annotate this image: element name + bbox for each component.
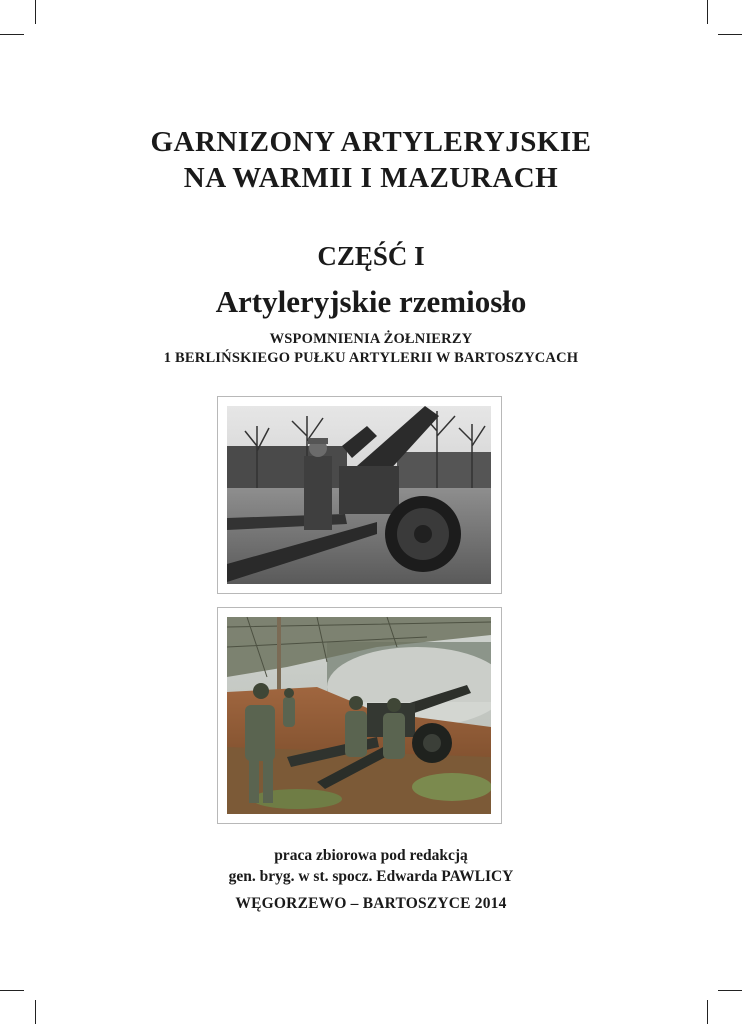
main-title-line-1: GARNIZONY ARTYLERYJSKIE — [150, 126, 592, 158]
place-and-year: WĘGORZEWO – BARTOSZYCE 2014 — [235, 895, 507, 912]
subtitle: Artyleryjskie rzemiosło — [215, 284, 527, 319]
memoirs-line-2: 1 BERLIŃSKIEGO PUŁKU ARTYLERII W BARTOSZYCACH — [163, 350, 579, 366]
crop-mark-bottom-right-vertical — [707, 1000, 708, 1024]
memoirs-line-1: WSPOMNIENIA ŻOŁNIERZY — [269, 331, 473, 347]
crop-mark-top-right-horizontal — [718, 34, 742, 35]
part-label: CZĘŚĆ I — [317, 241, 425, 271]
memoirs-heading — [0, 330, 742, 368]
main-title — [0, 124, 742, 196]
crop-mark-top-left-horizontal — [0, 34, 24, 35]
credits-line-2: gen. bryg. w st. spocz. Edwarda PAWLICY — [228, 868, 514, 885]
photo-howitzer-firing-position — [227, 617, 491, 814]
crop-mark-top-right-vertical — [707, 0, 708, 24]
crop-mark-bottom-left-vertical — [35, 1000, 36, 1024]
crop-mark-bottom-left-horizontal — [0, 990, 24, 991]
credits-line-1: praca zbiorowa pod redakcją — [274, 847, 468, 864]
editor-credits — [0, 845, 742, 887]
crop-mark-bottom-right-horizontal — [718, 990, 742, 991]
photo-howitzer-parade — [227, 406, 491, 584]
main-title-line-2: NA WARMII I MAZURACH — [183, 162, 559, 194]
crop-mark-top-left-vertical — [35, 0, 36, 24]
